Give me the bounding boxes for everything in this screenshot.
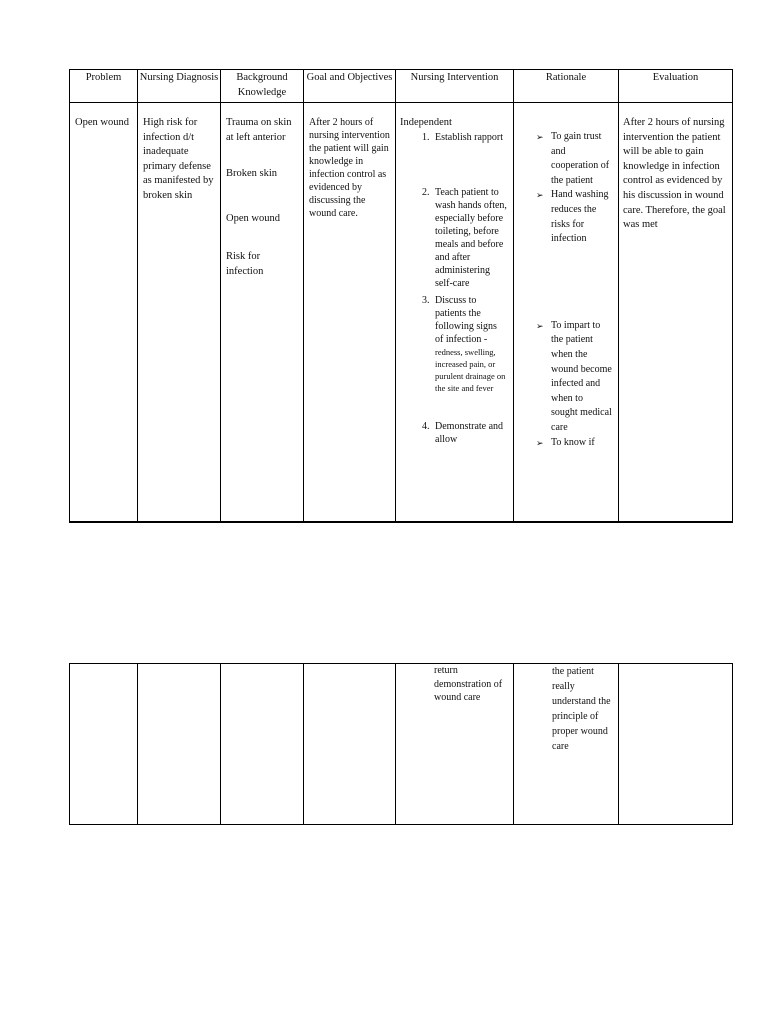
list-item: ➢ Hand washing reduces the risks for infection bbox=[536, 189, 609, 245]
nursing-diagnosis-text: High risk for infection d/t inadequate primary defense as manifested by broken skin bbox=[143, 117, 214, 201]
arrow-bullet-icon: ➢ bbox=[536, 437, 544, 448]
infection-signs-detail: redness, swelling, increased pain, or purulent drainage on the site and fever bbox=[435, 346, 506, 393]
intervention-continued-text: return demonstration of wound care bbox=[434, 665, 503, 703]
nursing-diagnosis-cell bbox=[138, 103, 221, 523]
table-row bbox=[70, 664, 733, 825]
nursing-intervention-cell bbox=[396, 103, 514, 523]
rationale-continued-text: the patient really understand the principle of proper wound care bbox=[552, 666, 611, 752]
background-knowledge-cell bbox=[221, 664, 304, 825]
list-item: ➢ To gain trust and cooperation of the patient bbox=[536, 131, 610, 186]
arrow-bullet-icon: ➢ bbox=[536, 132, 544, 142]
care-plan-table bbox=[69, 69, 733, 523]
list-item: ➢ To impart to the patient when the wound become infected and when to sought medical care bbox=[536, 319, 612, 433]
table-row bbox=[70, 103, 733, 523]
problem-text: Open wound bbox=[75, 117, 129, 128]
goal-cell bbox=[304, 103, 396, 523]
rationale-cell bbox=[514, 664, 619, 825]
goal-text: After 2 hours of nursing intervention the patient will gain knowledge in infection control as evidenced by discussing the wound care. bbox=[309, 117, 390, 219]
header-evaluation: Evaluation bbox=[619, 70, 733, 103]
header-goal-objectives: Goal and Objectives bbox=[304, 70, 396, 103]
background-item: Open wound bbox=[226, 212, 280, 224]
header-row bbox=[70, 70, 733, 103]
list-item: 2. Teach patient to wash hands often, especially before toileting, before meals and before and after administering self-care bbox=[422, 186, 507, 289]
rationale-list bbox=[514, 130, 618, 450]
list-item: 1. Establish rapport bbox=[422, 131, 504, 143]
background-item: Risk for infection bbox=[226, 251, 264, 277]
header-nursing-diagnosis: Nursing Diagnosis bbox=[138, 70, 221, 103]
list-item: 3. Discuss to patients the following signs of infection - redness, swelling, increased pain, or purulent drainage on the site and fever bbox=[422, 294, 506, 393]
problem-cell bbox=[70, 664, 138, 825]
background-item: Broken skin bbox=[226, 168, 278, 179]
nursing-diagnosis-cell bbox=[138, 664, 221, 825]
background-knowledge-cell bbox=[221, 103, 304, 523]
nursing-intervention-cell bbox=[396, 664, 514, 825]
goal-cell bbox=[304, 664, 396, 825]
problem-cell bbox=[70, 103, 138, 523]
header-rationale: Rationale bbox=[514, 70, 619, 103]
arrow-bullet-icon: ➢ bbox=[536, 320, 544, 331]
header-nursing-intervention: Nursing Intervention bbox=[396, 70, 514, 103]
list-item: ➢ To know if bbox=[514, 436, 618, 451]
evaluation-cell bbox=[619, 664, 733, 825]
header-problem: Problem bbox=[70, 70, 138, 103]
list-item: 4. Demonstrate and allow bbox=[422, 420, 504, 445]
evaluation-text: After 2 hours of nursing intervention the patient will be able to gain knowledge in infection control as evidenced by his discussion in wound care. Therefore, the goal was met bbox=[623, 117, 726, 231]
rationale-cell bbox=[514, 103, 619, 523]
intervention-heading: Independent bbox=[400, 117, 452, 128]
intervention-list bbox=[400, 131, 509, 446]
header-background-knowledge: Background Knowledge bbox=[221, 70, 304, 103]
evaluation-cell bbox=[619, 103, 733, 523]
background-item: Trauma on skin at left anterior bbox=[226, 117, 292, 143]
arrow-bullet-icon: ➢ bbox=[536, 190, 544, 201]
care-plan-table-continued bbox=[69, 663, 733, 825]
